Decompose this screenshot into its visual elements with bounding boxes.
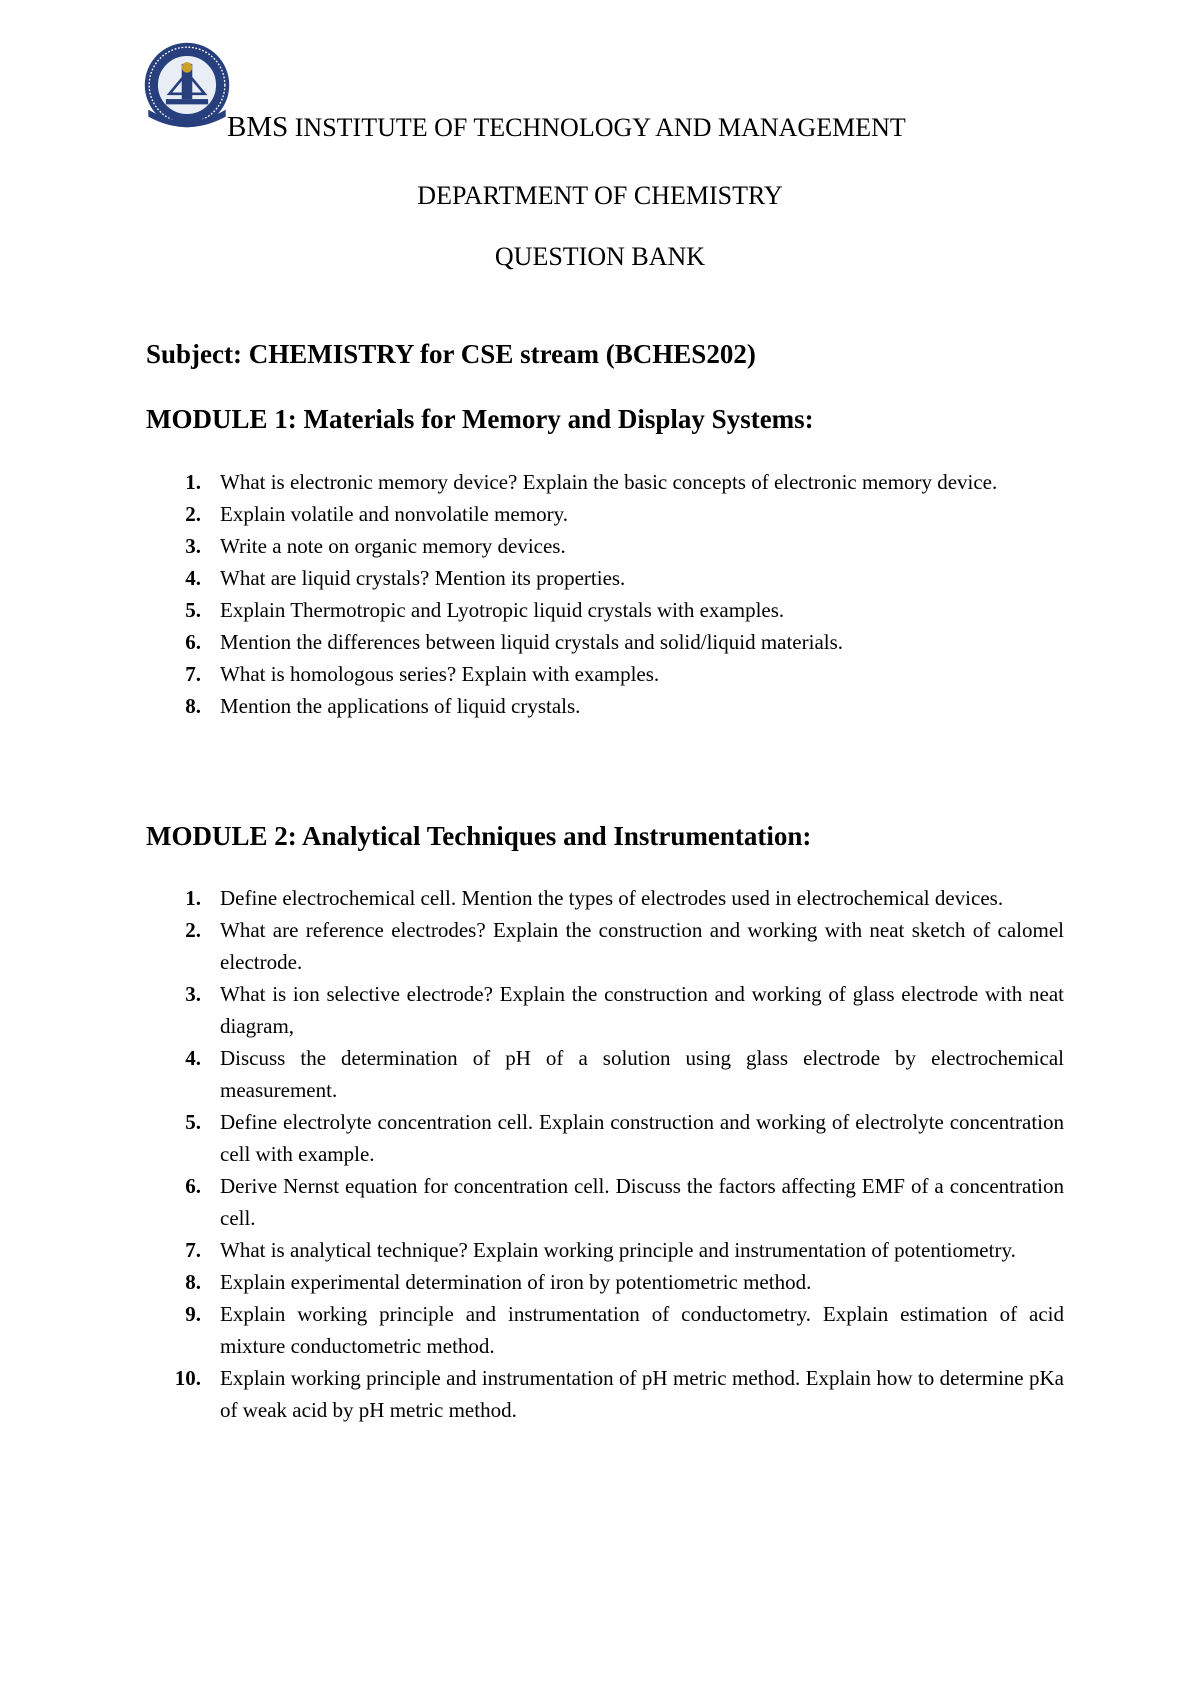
question-item	[146, 658, 1064, 690]
question-item	[146, 1362, 1064, 1426]
question-text: What is electronic memory device? Explain the basic concepts of electronic memory device.	[220, 470, 998, 494]
question-item	[146, 914, 1064, 978]
question-item	[146, 626, 1064, 658]
question-text: Derive Nernst equation for concentration cell. Discuss the factors affecting EMF of a concentration cell.	[220, 1174, 1064, 1230]
question-number: 3.	[185, 534, 201, 558]
question-text: What is ion selective electrode? Explain the construction and working of glass electrode with neat diagram,	[220, 982, 1064, 1038]
question-number: 10.	[174, 1366, 201, 1390]
question-item	[146, 1170, 1064, 1234]
question-text: Mention the differences between liquid crystals and solid/liquid materials.	[220, 630, 844, 654]
question-text: Discuss the determination of pH of a solution using glass electrode by electrochemical measurement.	[220, 1046, 1064, 1102]
institute-logo	[143, 41, 231, 129]
subject-line: Subject: CHEMISTRY for CSE stream (BCHES202)	[146, 339, 756, 369]
question-item	[146, 978, 1064, 1042]
question-item	[146, 1106, 1064, 1170]
question-text: Explain volatile and nonvolatile memory.	[220, 502, 568, 526]
question-text: Explain working principle and instrumentation of conductometry. Explain estimation of acid mixture conductometric method.	[220, 1302, 1064, 1358]
question-text: Explain working principle and instrumentation of pH metric method. Explain how to determine pKa of weak acid by pH metric method.	[220, 1366, 1064, 1422]
question-item	[146, 1266, 1064, 1298]
question-item	[146, 1042, 1064, 1106]
question-number: 2.	[185, 918, 201, 942]
question-text: What is homologous series? Explain with examples.	[220, 662, 660, 686]
question-item	[146, 498, 1064, 530]
question-number: 6.	[185, 1174, 201, 1198]
department-title: DEPARTMENT OF CHEMISTRY	[417, 181, 783, 210]
question-item	[146, 466, 1064, 498]
question-text: Explain experimental determination of iron by potentiometric method.	[220, 1270, 812, 1294]
question-number: 3.	[185, 982, 201, 1006]
question-text: What are reference electrodes? Explain the construction and working with neat sketch of calomel electrode.	[220, 918, 1064, 974]
question-number: 7.	[185, 1238, 201, 1262]
question-text: Mention the applications of liquid crystals.	[220, 694, 581, 718]
module-2-question-list	[146, 882, 1064, 1426]
question-item	[146, 1298, 1064, 1362]
institute-name-bms: BMS	[227, 111, 289, 143]
question-item	[146, 530, 1064, 562]
question-number: 7.	[185, 662, 201, 686]
question-number: 8.	[185, 694, 201, 718]
question-number: 2.	[185, 502, 201, 526]
document-title: QUESTION BANK	[494, 242, 706, 271]
module-1-title: MODULE 1: Materials for Memory and Display Systems:	[146, 404, 814, 434]
question-number: 6.	[185, 630, 201, 654]
question-number: 9.	[185, 1302, 201, 1326]
question-item	[146, 690, 1064, 722]
question-number: 5.	[185, 598, 201, 622]
question-number: 1.	[185, 470, 201, 494]
question-text: What is analytical technique? Explain working principle and instrumentation of potentiometry.	[220, 1238, 1016, 1262]
question-text: Define electrolyte concentration cell. Explain construction and working of electrolyte concentration cell with example.	[220, 1110, 1064, 1166]
question-number: 1.	[185, 886, 201, 910]
question-number: 8.	[185, 1270, 201, 1294]
question-text: What are liquid crystals? Mention its properties.	[220, 566, 626, 590]
institute-name	[227, 109, 906, 146]
question-text: Explain Thermotropic and Lyotropic liquid crystals with examples.	[220, 598, 785, 622]
question-item	[146, 594, 1064, 626]
institute-name-rest: INSTITUTE OF TECHNOLOGY AND MANAGEMENT	[288, 113, 906, 142]
question-item	[146, 562, 1064, 594]
module-1-question-list	[146, 466, 1064, 722]
question-text: Define electrochemical cell. Mention the types of electrodes used in electrochemical devices.	[220, 886, 1004, 910]
question-text: Write a note on organic memory devices.	[220, 534, 566, 558]
question-number: 5.	[185, 1110, 201, 1134]
question-number: 4.	[185, 566, 201, 590]
module-2-title: MODULE 2: Analytical Techniques and Instrumentation:	[146, 821, 812, 851]
question-item	[146, 1234, 1064, 1266]
question-number: 4.	[185, 1046, 201, 1070]
question-item	[146, 882, 1064, 914]
